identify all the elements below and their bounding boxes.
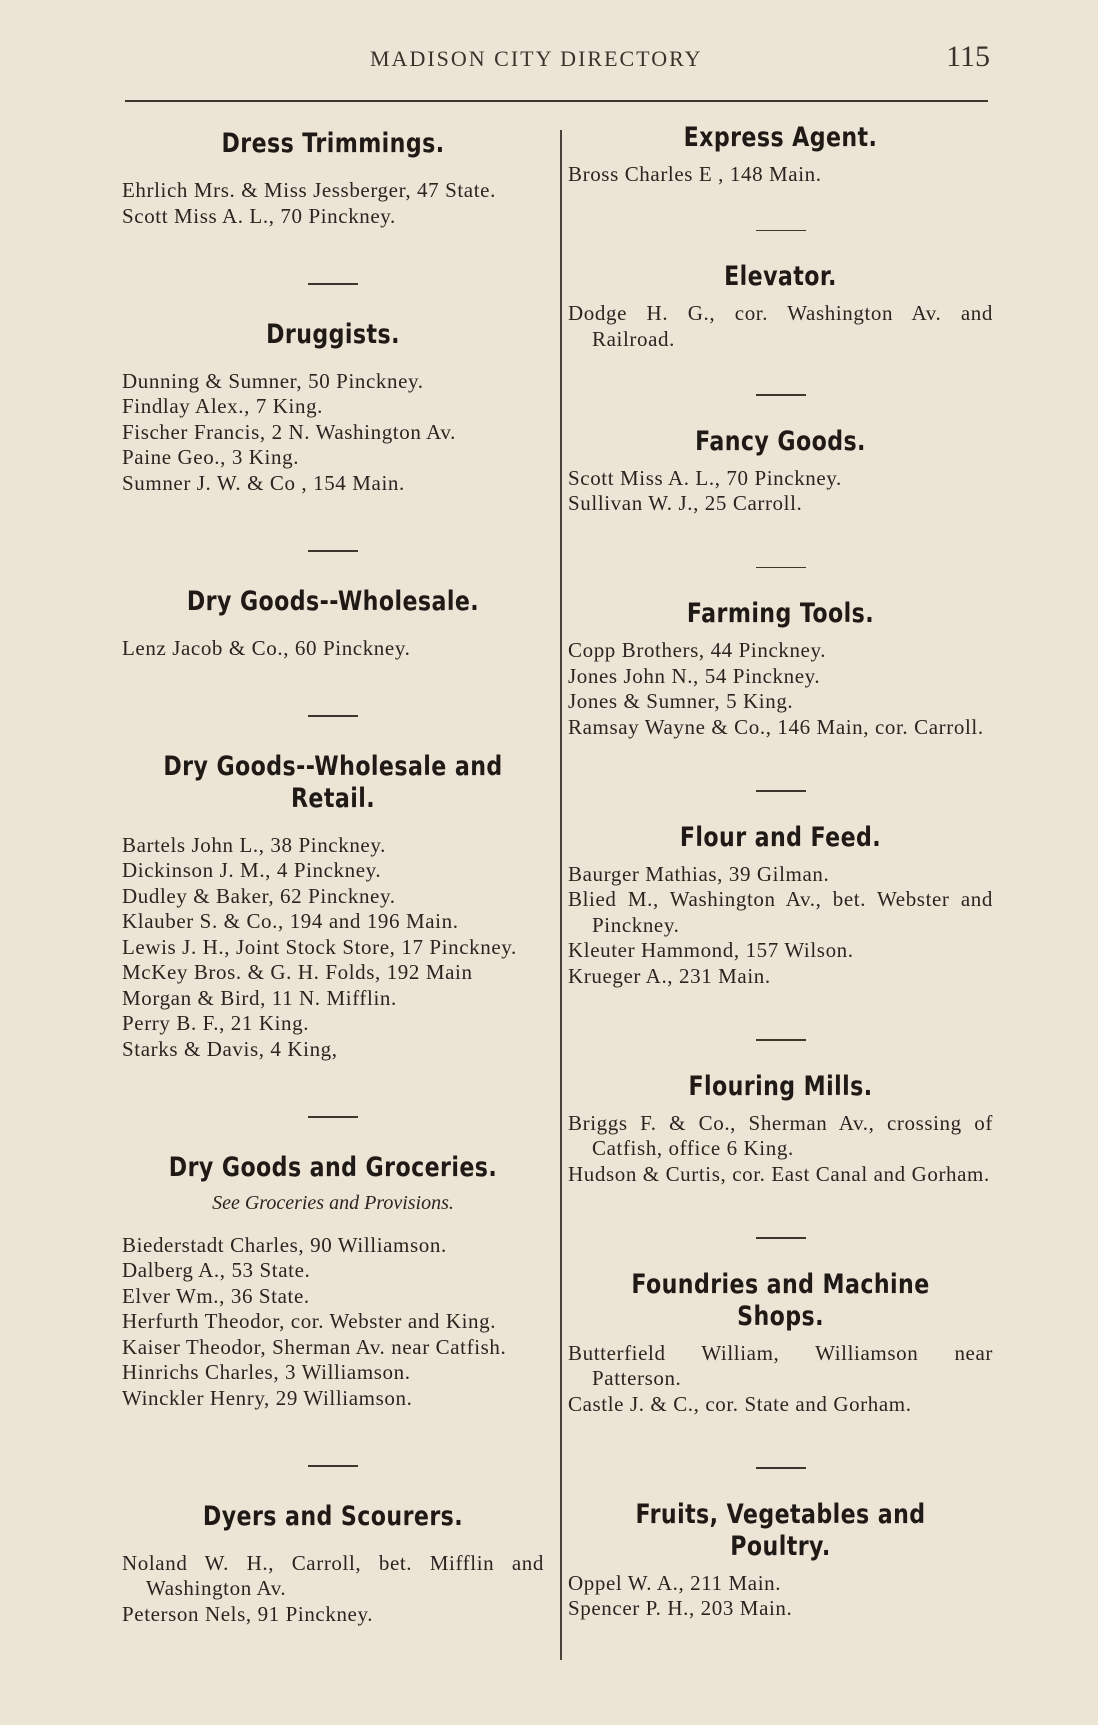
category-heading: Dry Goods and Groceries.: [168, 1151, 498, 1183]
category-section: [568, 426, 993, 517]
directory-entry: Hudson & Curtis, cor. East Canal and Gorham.: [568, 1161, 990, 1186]
directory-entry: Peterson Nels, 91 Pinckney.: [122, 1601, 374, 1626]
category-heading: Dry Goods--Wholesale.: [186, 585, 480, 617]
directory-entry: Morgan & Bird, 11 N. Mifflin.: [122, 985, 397, 1010]
running-head: [120, 40, 990, 80]
section-separator: [308, 283, 358, 285]
directory-entry: McKey Bros. & G. H. Folds, 192 Main: [122, 960, 473, 984]
directory-entry: Bross Charles E , 148 Main.: [568, 162, 822, 186]
column-divider: [560, 130, 562, 1660]
directory-entry: Noland W. H., Carroll, bet. Mifflin and Washington Av.: [122, 1550, 544, 1600]
directory-entry: Castle J. & C., cor. State and Gorham.: [568, 1391, 912, 1416]
category-heading: Dry Goods--Wholesale and Retail.: [163, 750, 503, 814]
directory-entry: Elver Wm., 36 State.: [122, 1283, 310, 1308]
section-separator: [756, 394, 806, 396]
directory-entry: Butterfield William, Williamson near Patterson.: [568, 1340, 993, 1390]
directory-entry: Starks & Davis, 4 King,: [122, 1036, 338, 1061]
section-separator: [756, 1039, 806, 1041]
directory-entry: Dalberg A., 53 State.: [122, 1258, 311, 1282]
category-heading: Farming Tools.: [686, 598, 875, 629]
category-section: [568, 1071, 993, 1188]
directory-entry: Baurger Mathias, 39 Gilman.: [568, 861, 830, 886]
entry-list: [568, 1571, 993, 1622]
entry-list: [122, 178, 544, 229]
section-separator: [756, 567, 806, 569]
section-separator: [308, 550, 358, 552]
entry-list: [568, 1111, 993, 1188]
category-heading: Druggists.: [266, 318, 400, 350]
directory-entry: Paine Geo., 3 King.: [122, 445, 300, 469]
category-section: [568, 122, 993, 188]
header-rule: [125, 100, 988, 102]
entry-list: [568, 1341, 993, 1418]
category-section: [568, 1499, 993, 1622]
directory-entry: Dudley & Baker, 62 Pinckney.: [122, 883, 396, 908]
directory-entry: Hinrichs Charles, 3 Williamson.: [122, 1360, 411, 1384]
directory-entry: Dodge H. G., cor. Washington Av. and Railroad.: [568, 301, 993, 351]
category-section: [568, 261, 993, 352]
category-section: [568, 822, 993, 990]
section-separator: [308, 715, 358, 717]
directory-entry: Kaiser Theodor, Sherman Av. near Catfish.: [122, 1334, 507, 1359]
entry-list: [568, 638, 993, 740]
category-heading: Elevator.: [724, 261, 837, 292]
directory-entry: Ramsay Wayne & Co., 146 Main, cor. Carroll.: [568, 714, 984, 739]
directory-entry: Klauber S. & Co., 194 and 196 Main.: [122, 909, 459, 933]
entry-list: [122, 833, 544, 1063]
directory-entry: Copp Brothers, 44 Pinckney.: [568, 638, 827, 662]
directory-entry: Dickinson J. M., 4 Pinckney.: [122, 858, 382, 882]
entry-list: [568, 162, 993, 188]
directory-entry: Herfurth Theodor, cor. Webster and King.: [122, 1309, 497, 1333]
directory-entry: Biederstadt Charles, 90 Williamson.: [122, 1232, 447, 1257]
category-section: [122, 586, 544, 662]
directory-entry: Jones John N., 54 Pinckney.: [568, 663, 821, 688]
directory-entry: Spencer P. H., 203 Main.: [568, 1596, 793, 1620]
running-title: MADISON CITY DIRECTORY: [370, 46, 703, 71]
directory-entry: Scott Miss A. L., 70 Pinckney.: [122, 203, 396, 228]
cross-reference-note: See Groceries and Provisions.: [212, 1191, 454, 1214]
directory-entry: Sullivan W. J., 25 Carroll.: [568, 491, 803, 515]
category-section: [122, 128, 544, 229]
directory-entry: Dunning & Sumner, 50 Pinckney.: [122, 368, 424, 393]
section-separator: [756, 230, 806, 232]
directory-entry: Findlay Alex., 7 King.: [122, 394, 324, 418]
directory-entry: Lewis J. H., Joint Stock Store, 17 Pinckney.: [122, 934, 517, 959]
directory-entry: Winckler Henry, 29 Williamson.: [122, 1385, 413, 1410]
entry-list: [568, 862, 993, 990]
category-heading: Fancy Goods.: [695, 425, 866, 457]
section-separator: [308, 1465, 358, 1467]
directory-entry: Kleuter Hammond, 157 Wilson.: [568, 938, 854, 962]
category-heading: Flouring Mills.: [688, 1070, 873, 1102]
entry-list: [122, 1551, 544, 1628]
right-column: [568, 122, 993, 1622]
directory-entry: Briggs F. & Co., Sherman Av., crossing of Catfish, office 6 King.: [568, 1110, 993, 1160]
directory-entry: Scott Miss A. L., 70 Pinckney.: [568, 465, 842, 490]
category-heading: Fruits, Vegetables and Poultry.: [635, 1498, 926, 1562]
entry-list: [122, 1233, 544, 1412]
directory-entry: Fischer Francis, 2 N. Washington Av.: [122, 419, 456, 444]
category-section: [122, 751, 544, 1063]
category-heading: Dyers and Scourers.: [202, 1500, 464, 1532]
section-separator: [756, 1237, 806, 1239]
directory-entry: Krueger A., 231 Main.: [568, 963, 771, 988]
category-section: [122, 1152, 544, 1412]
directory-entry: Perry B. F., 21 King.: [122, 1011, 310, 1035]
directory-entry: Sumner J. W. & Co , 154 Main.: [122, 470, 405, 495]
left-column: [122, 128, 544, 1627]
page-number: 115: [946, 40, 990, 73]
category-section: [568, 598, 993, 740]
directory-entry: Bartels John L., 38 Pinckney.: [122, 832, 386, 857]
directory-entry: Ehrlich Mrs. & Miss Jessberger, 47 State.: [122, 178, 496, 202]
category-section: [122, 319, 544, 497]
category-heading: Flour and Feed.: [679, 821, 882, 853]
entry-list: [122, 369, 544, 497]
category-heading: Dress Trimmings.: [221, 128, 445, 159]
directory-entry: Jones & Sumner, 5 King.: [568, 689, 794, 713]
category-heading: Foundries and Machine Shops.: [631, 1268, 930, 1332]
category-heading: Express Agent.: [683, 122, 878, 153]
directory-entry: Blied M., Washington Av., bet. Webster and Pinckney.: [568, 887, 993, 937]
section-separator: [756, 1467, 806, 1469]
directory-entry: Oppel W. A., 211 Main.: [568, 1570, 782, 1595]
entry-list: [568, 466, 993, 517]
section-separator: [308, 1116, 358, 1118]
entry-list: [568, 301, 993, 352]
section-separator: [756, 790, 806, 792]
directory-entry: Lenz Jacob & Co., 60 Pinckney.: [122, 635, 411, 660]
entry-list: [122, 636, 544, 662]
category-section: [568, 1269, 993, 1418]
category-section: [122, 1501, 544, 1628]
